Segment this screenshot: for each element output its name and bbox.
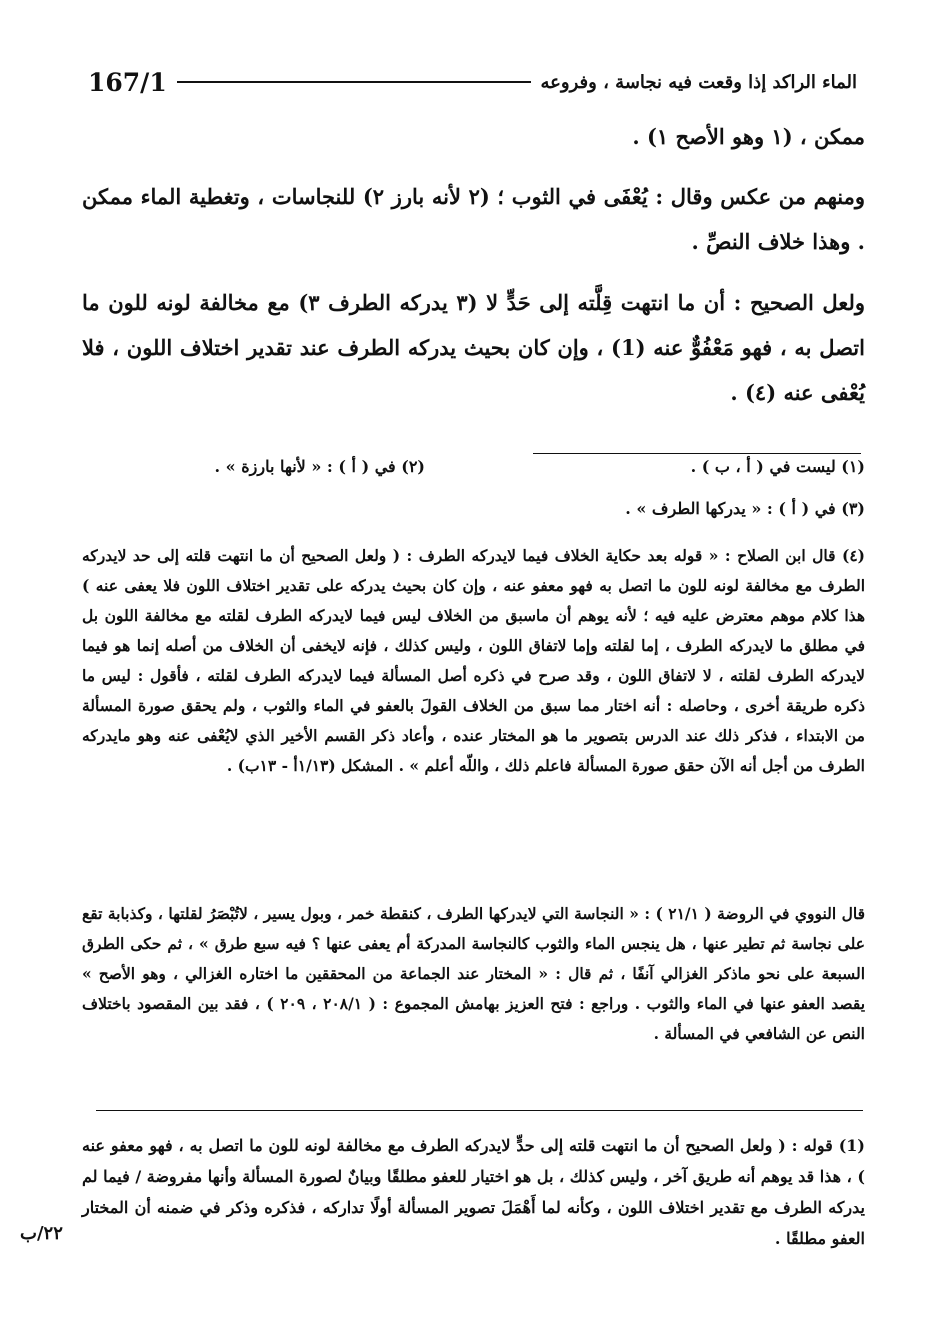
main-paragraph-2: ومنهم من عكس وقال : يُعْفَى في الثوب ؛ (٢ لأنه بارز ٢) للنجاسات ، وتغطية الماء ممكن . وهذا خلاف النصِّ . bbox=[82, 184, 865, 254]
manuscript-footnote: (1) قوله : ( ولعل الصحيح أن ما انتهت قلته إلى حدٍّ لايدركه الطرف مع مخالفة لونه للون ما اتصل به ، فهو معفو عنه ) ، هذا قد يوهم أنه طريق آخر ، وليس كذلك ، بل هو اختيار للعفو مطلقًا وبيانٌ لصورة المسألة وأنها مفروضة / فيما لم يدركه الطرف مع تقدير اختلاف اللون ، وكأنه لما أَهْمَلَ تصوير المسألة أولًا تداركه ، فذكره وذكر في ضمنه أن المختار العفو مطلقًا . bbox=[82, 1136, 865, 1248]
page-number: 167/1 bbox=[88, 67, 167, 97]
footnotes-row-2 bbox=[82, 494, 865, 524]
nawawi-commentary: قال النووي في الروضة ( ٢١/١ ) : « النجاسة التي لايدركها الطرف ، كنقطة خمر ، وبول يسير ، لاتُبْصَرُ لقلتها ، وكذبابة تقع على نجاسة ثم تطير عنها ، هل ينجس الماء والثوب كالنجاسة المدركة أم يعفى عنها ؟ فيه سبع طرق » ، ثم حكى الطرق السبعة على نحو ماذكر الغزالي آنفًا ، ثم قال : « المختار عند الجماعة من المحققين ما اختاره الغزالي ، وهو الأصح » يقصد العفو عنها في الماء والثوب . وراجع : فتح العزيز بهامش المجموع : ( ٢٠٨/١ ، ٢٠٩ ) ، فقد بين المقصود باختلاف النص عن الشافعي في المسألة . bbox=[82, 904, 866, 1043]
running-title: الماء الراكد إذا وقعت فيه نجاسة ، وفروعه bbox=[540, 71, 857, 93]
footnote-4-commentary: (٤) قال ابن الصلاح : « قوله بعد حكاية الخلاف فيما لايدركه الطرف : ( ولعل الصحيح أن ما انتهت قلته إلى حد لايدركه الطرف مع مخالفة لونه للون ما اتصل به فهو معفو عنه ، وإن كان بحيث يدركه على تقدير اختلاف اللون فلا يعفى عنه ) هذا كلام موهم معترض عليه فيه ؛ لأنه يوهم أن ماسبق من الخلاف ليس فيما لايدركه الطرف لقلته مع مخالفة اللون بل في مطلق ما لايدركه الطرف ، إما لقلته وإما لاتفاق اللون ، وليس كذلك ، فإنه لايخفى أن الخلاف من أصله إنما هو فيما لايدركه الطرف لقلته ، لا لاتفاق اللون ، وقد صرح في ذكره أصل المسألة فيما لايدركه الطرف لقلته ، فأقول : ليس ما ذكره طريقة أخرى ، وحاصله : أنه اختار مما سبق من الخلاف القولَ بالعفو في الماء والثوب ، ولم يحقق صورة المسألة من الابتداء ، فذكر ذلك عند الدرس بتصوير ما هو المختار عنده ، وأعاد ذكر القسم الأخير الذي لايُعْفى عنه وهو مايدركه الطرف من أجل أنه الآن حقق صورة المسألة فاعلم ذلك ، واللّه أعلم » . المشكل (١/١٣أ - ١٣ب) . bbox=[82, 546, 865, 775]
manuscript-note-separator bbox=[96, 1110, 863, 1111]
page-header bbox=[88, 62, 857, 102]
main-paragraph-1: ممكن ، (١ وهو الأصح ١) . bbox=[632, 124, 865, 149]
footnote-1: (١) ليست في ( أ ، ب ) . bbox=[690, 457, 865, 476]
header-rule bbox=[177, 81, 531, 83]
main-paragraph-3: ولعل الصحيح : أن ما انتهت قِلَّته إلى حَدٍّ لا (٣ يدركه الطرف ٣) مع مخالفة لونه للون ما اتصل به ، فهو مَعْفُوٌّ عنه (1) ، وإن كان بحيث يدركه الطرف عند تقدير اختلاف اللون ، فلا يُعْفى عنه (٤) . bbox=[82, 290, 865, 405]
footnote-3: (٣) في ( أ ) : « يدركها الطرف » . bbox=[625, 499, 865, 518]
folio-margin-reference: ٢٢/ب bbox=[20, 1223, 63, 1244]
footnote-2: (٢) في ( أ ) : « لأنها بارزة » . bbox=[214, 457, 425, 476]
footnotes-row-1 bbox=[82, 452, 865, 482]
